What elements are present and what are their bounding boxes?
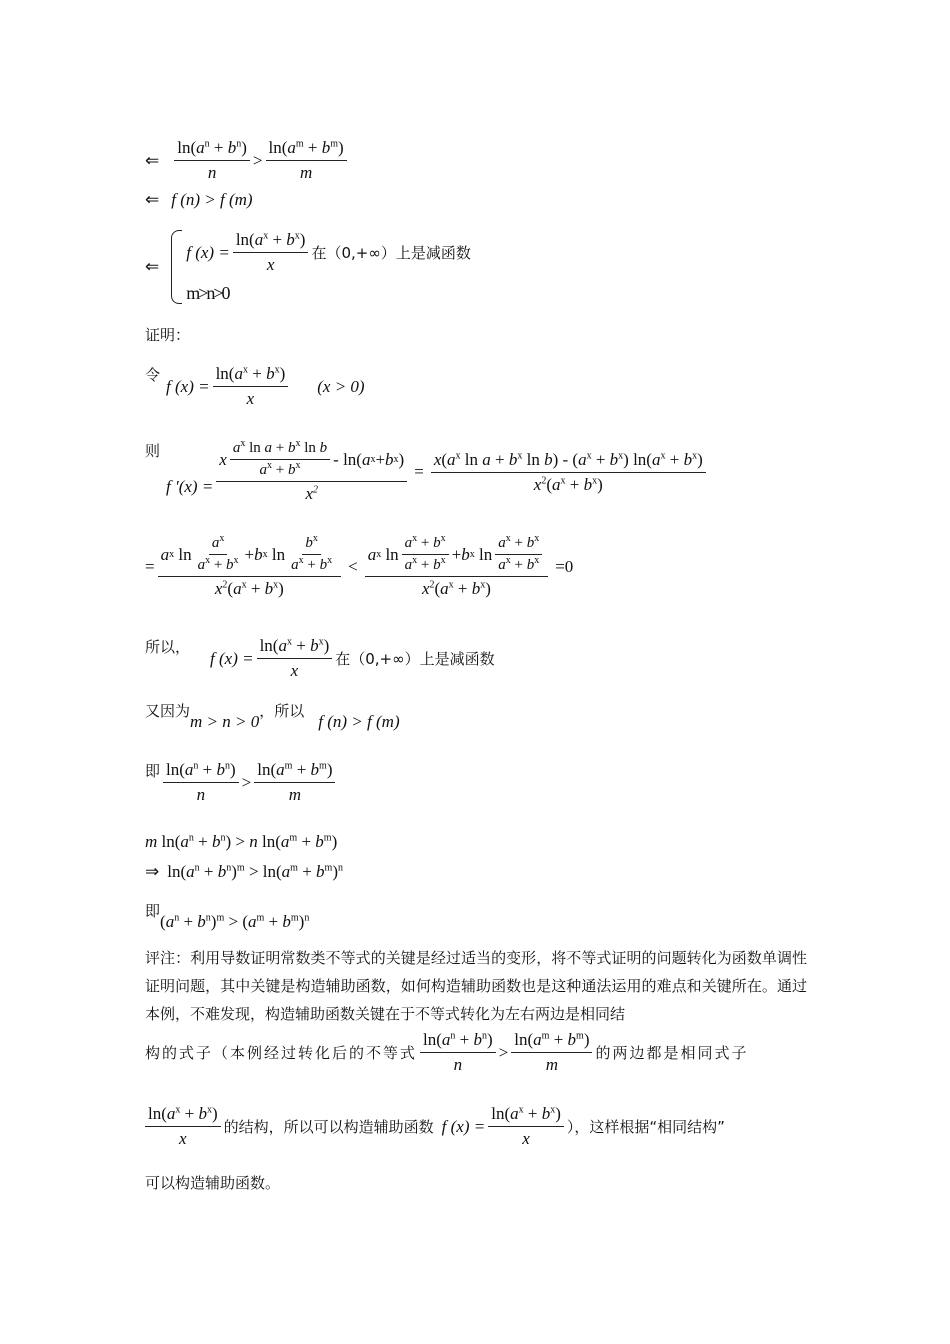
implies-fraction-inequality (145, 138, 350, 183)
also-because-line: 又因为 m > n > 0 ，所以 f (n) > f (m) (145, 702, 400, 731)
fraction-x: $\frac{\ln(a^x + b^x)}{x}$ (233, 230, 309, 275)
fraction-n: $\frac{\ln(a^n + b^n)}{n}$ (174, 138, 250, 183)
so-decreasing: 所以， f (x) = $\frac{\ln(a^x + b^x)}{x}$ 在（0,+∞）上是减函数 (145, 636, 495, 680)
implies-fn-gt-fm (145, 190, 253, 210)
proof-heading: 证明： (145, 326, 191, 344)
multiplied-inequality: m $\ln(a^n + b^n) > n$ $\ln(a^m + b^m)$ (145, 832, 338, 851)
left-arrow: ⇐ (145, 190, 160, 209)
derivative-line: 则 f ′(x) = x $\frac{a^x \ln a + b^x \ln b}{a^x + b^x}$ - ln( a x + b x ) $x^2$ = $\frac{x(a^x \ln a + b^x \ln b) - (a^x + b^x) \ln(a^x + b^x)}{x^2(a^x + b^x)}$ (145, 440, 709, 504)
m-gt-n-gt-0: m>n>0 (186, 283, 229, 303)
implies-log-power: ⇒ $\ln(a^n + b^n)^m > \ln(a^m + b^m)^n$ (145, 862, 343, 881)
let-definition: 令 f (x) = $\frac{\ln(a^x + b^x)}{x}$ (x > 0) (145, 364, 365, 408)
comment-line-3: $\frac{\ln(a^x + b^x)}{x}$ 的结构，所以可以构造辅助函数 f (x) = $\frac{\ln(a^x + b^x)}{x}$ ），这样根据“相同结构” (145, 1104, 725, 1149)
derivative-inequality: = a x ln $\frac{a^x}{a^x + b^x}$ + b x ln $\frac{b^x}{a^x + b^x}$ $x^2(a^x + b^x)$ < a x ln $\frac{a^x + b^x}{a^x + b^x}$ + b x ln $\frac{a^x + b^x}{a^x + b^x}$ $x^2(a^x + b^x)$ = 0 (145, 533, 574, 598)
decreasing-text: 在（0,+∞）上是减函数 (311, 244, 471, 262)
implies-system: ⇐ f (x) = $\frac{\ln(a^x + b^x)}{x}$ 在（0,+∞）上是减函数 m>n>0 (145, 230, 471, 303)
comment-paragraph: 评注：利用导数证明常数类不等式的关键是经过适当的变形，将不等式证明的问题转化为函数单调性证明问题，其中关键是构造辅助函数，如何构造辅助函数也是这种通法运用的难点和关键所在。通过本例，不难发现，构造辅助函数关键在于不等式转化为左右两边是相同结 (145, 949, 807, 1023)
comment-line-4: 可以构造辅助函数。 (145, 1174, 281, 1192)
fn-gt-fm: f (n) > f (m) (171, 190, 253, 209)
fraction-m: $\frac{\ln(a^m + b^m)}{m}$ (266, 138, 347, 183)
derivative-simplified: $\frac{x(a^x \ln a + b^x \ln b) - (a^x + b^x) \ln(a^x + b^x)}{x^2(a^x + b^x)}$ (431, 450, 706, 495)
left-arrow: ⇐ (145, 257, 160, 276)
derivative-fraction: x $\frac{a^x \ln a + b^x \ln b}{a^x + b^x}$ - ln( a x + b x ) $x^2$ (216, 440, 407, 504)
left-arrow: ⇐ (145, 150, 160, 170)
left-brace (171, 230, 182, 304)
final-result: 即 $(a^n + b^n)^m > (a^m + b^m)^n$ (145, 902, 310, 931)
ji-fraction-inequality: 即 $\frac{\ln(a^n + b^n)}{n}$ > $\frac{\ln(a^m + b^m)}{m}$ (145, 760, 338, 805)
greater-than: > (252, 150, 263, 170)
comment-line-2: 构的式子（本例经过转化后的不等式 $\frac{\ln(a^n + b^n)}{n}$ > $\frac{\ln(a^m + b^m)}{m}$ 的两边都是相同式子 (145, 1030, 749, 1074)
